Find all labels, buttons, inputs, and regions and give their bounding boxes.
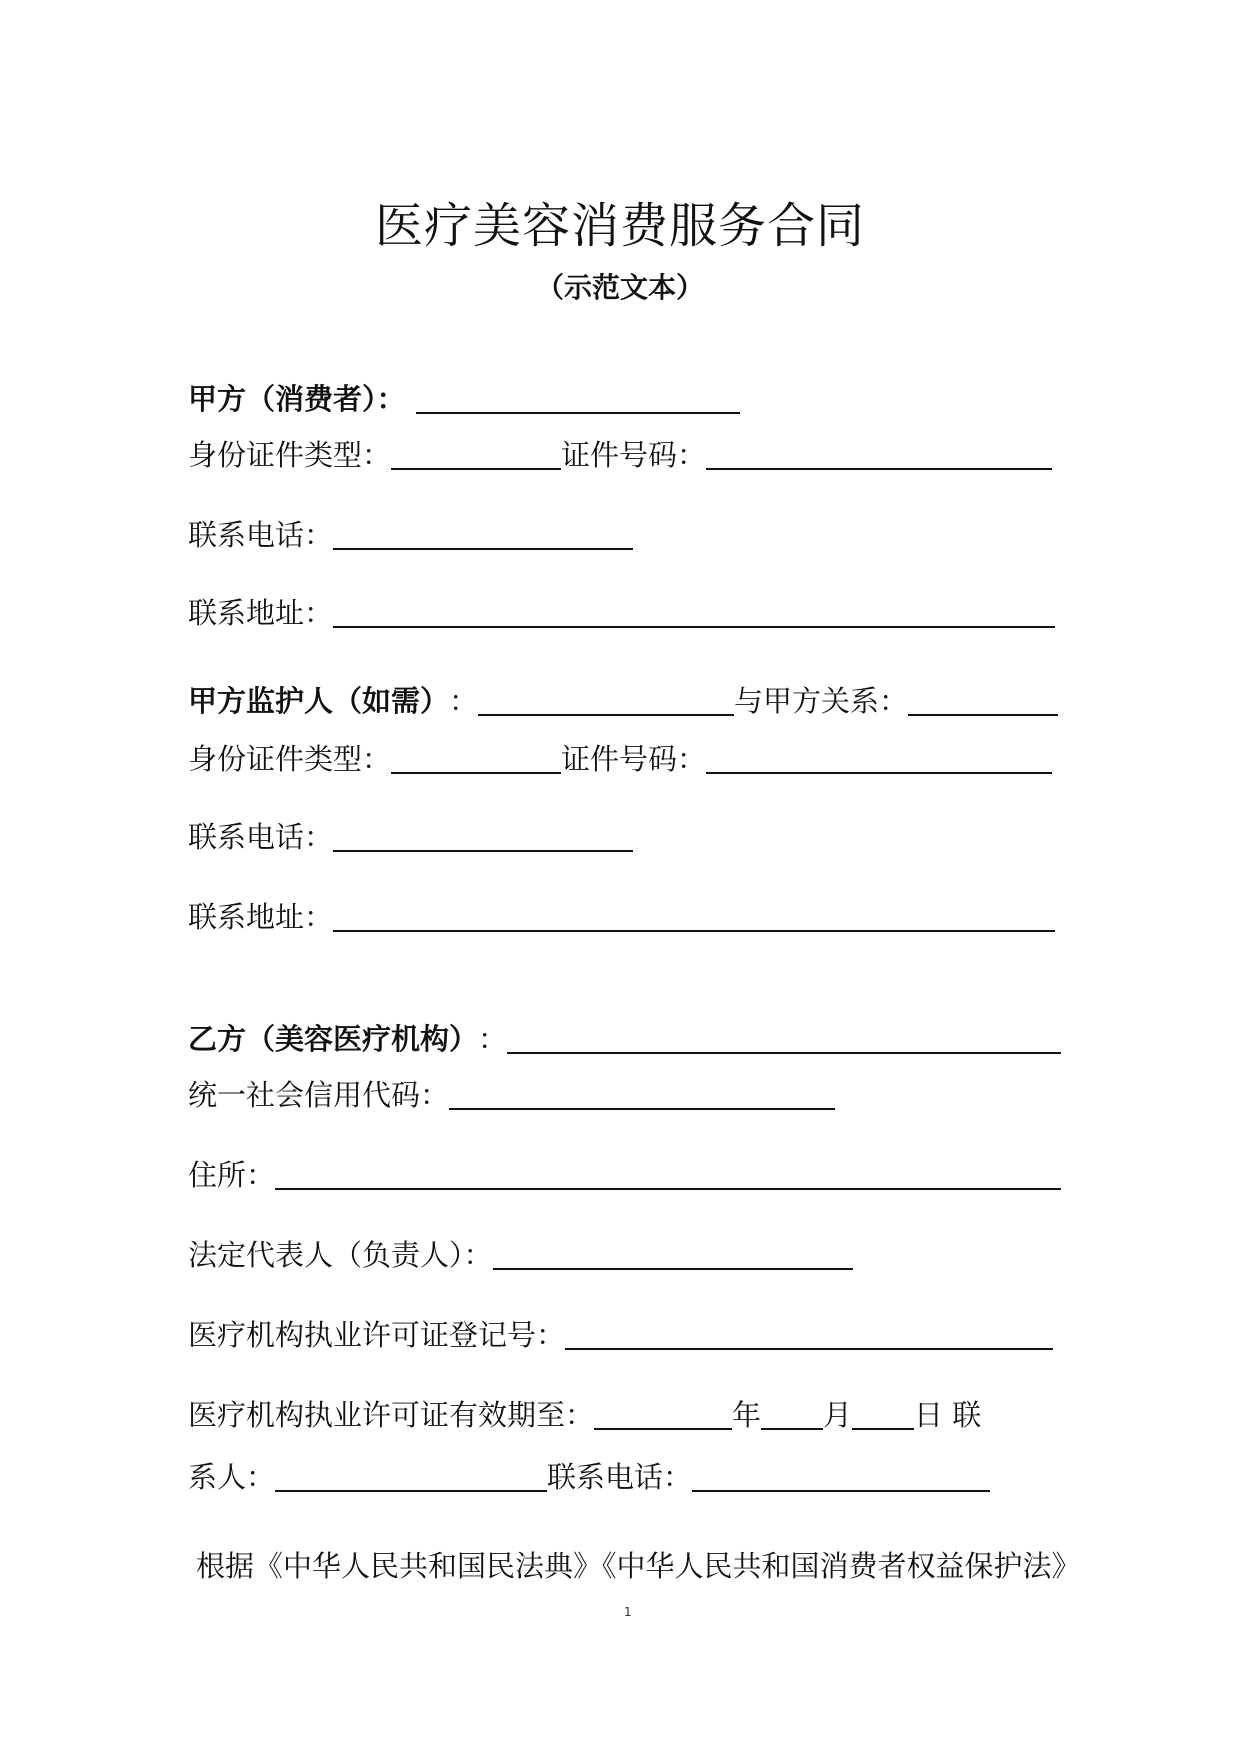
party-b-license-valid-label: 医疗机构执业许可证有效期至： bbox=[188, 1398, 595, 1432]
party-b-license-no-field[interactable] bbox=[565, 1318, 1053, 1350]
party-b-label: 乙方（美容医疗机构） bbox=[188, 1022, 479, 1056]
guardian-name-field[interactable] bbox=[478, 684, 734, 716]
party-a-phone-field[interactable] bbox=[333, 518, 633, 550]
license-year-field[interactable] bbox=[594, 1398, 732, 1430]
license-month-field[interactable] bbox=[761, 1398, 823, 1430]
license-day-label: 日 联 bbox=[914, 1398, 982, 1432]
party-b-residence-field[interactable] bbox=[275, 1158, 1061, 1190]
party-a-id-type-label: 身份证件类型： bbox=[188, 438, 392, 472]
party-b-row bbox=[188, 1014, 1061, 1058]
license-year-label: 年 bbox=[732, 1398, 762, 1432]
party-b-legal-rep-label: 法定代表人（负责人）： bbox=[188, 1238, 493, 1272]
party-b-residence-row bbox=[188, 1150, 1061, 1194]
party-a-id-row bbox=[188, 430, 1052, 474]
party-b-credit-code-row bbox=[188, 1070, 835, 1114]
party-a-name-row bbox=[188, 374, 740, 418]
party-a-phone-row bbox=[188, 510, 633, 554]
party-a-address-field[interactable] bbox=[333, 596, 1055, 628]
party-a-name-field[interactable] bbox=[416, 382, 740, 414]
party-b-name-field[interactable] bbox=[507, 1022, 1061, 1054]
party-b-credit-code-field[interactable] bbox=[449, 1078, 835, 1110]
party-b-legal-rep-field[interactable] bbox=[493, 1238, 853, 1270]
party-b-contact-row bbox=[188, 1452, 990, 1496]
guardian-id-number-field[interactable] bbox=[706, 742, 1052, 774]
guardian-id-row bbox=[188, 734, 1052, 778]
contract-subtitle: （示范文本） bbox=[535, 271, 704, 304]
license-day-field[interactable] bbox=[852, 1398, 914, 1430]
guardian-colon: ： bbox=[449, 684, 479, 718]
party-a-id-number-label: 证件号码： bbox=[561, 438, 707, 472]
legal-basis-text: 根据《中华人民共和国民法典》《中华人民共和国消费者权益保护法》 bbox=[196, 1549, 1081, 1583]
guardian-phone-field[interactable] bbox=[333, 820, 633, 852]
license-month-label: 月 bbox=[823, 1398, 853, 1432]
party-b-contact-phone-label: 联系电话： bbox=[547, 1460, 693, 1494]
party-a-address-label: 联系地址： bbox=[188, 596, 334, 630]
contract-title: 医疗美容消费服务合同 bbox=[374, 198, 865, 254]
party-b-license-valid-row bbox=[188, 1390, 981, 1434]
party-b-legal-rep-row bbox=[188, 1230, 853, 1274]
guardian-label: 甲方监护人（如需） bbox=[188, 684, 450, 718]
party-b-contact-person-label: 系人： bbox=[188, 1460, 276, 1494]
party-a-phone-label: 联系电话： bbox=[188, 518, 334, 552]
party-b-credit-code-label: 统一社会信用代码： bbox=[188, 1078, 450, 1112]
guardian-phone-label: 联系电话： bbox=[188, 820, 334, 854]
guardian-id-number-label: 证件号码： bbox=[561, 742, 707, 776]
guardian-id-type-field[interactable] bbox=[391, 742, 561, 774]
party-a-id-number-field[interactable] bbox=[706, 438, 1052, 470]
party-b-contact-person-field[interactable] bbox=[275, 1460, 547, 1492]
party-a-address-row bbox=[188, 588, 1055, 632]
party-b-residence-label: 住所： bbox=[188, 1158, 276, 1192]
guardian-address-label: 联系地址： bbox=[188, 900, 334, 934]
guardian-relation-field[interactable] bbox=[908, 684, 1058, 716]
guardian-address-field[interactable] bbox=[333, 900, 1055, 932]
party-b-license-no-row bbox=[188, 1310, 1053, 1354]
guardian-relation-label: 与甲方关系： bbox=[734, 684, 909, 718]
page-mark: 1 bbox=[624, 1605, 632, 1619]
guardian-id-type-label: 身份证件类型： bbox=[188, 742, 392, 776]
guardian-address-row bbox=[188, 892, 1055, 936]
party-b-colon: ： bbox=[478, 1022, 508, 1056]
guardian-row bbox=[188, 676, 1058, 720]
party-a-label: 甲方（消费者）： bbox=[188, 382, 406, 416]
party-b-contact-phone-field[interactable] bbox=[692, 1460, 990, 1492]
party-b-license-no-label: 医疗机构执业许可证登记号： bbox=[188, 1318, 566, 1352]
guardian-phone-row bbox=[188, 812, 633, 856]
party-a-id-type-field[interactable] bbox=[391, 438, 561, 470]
